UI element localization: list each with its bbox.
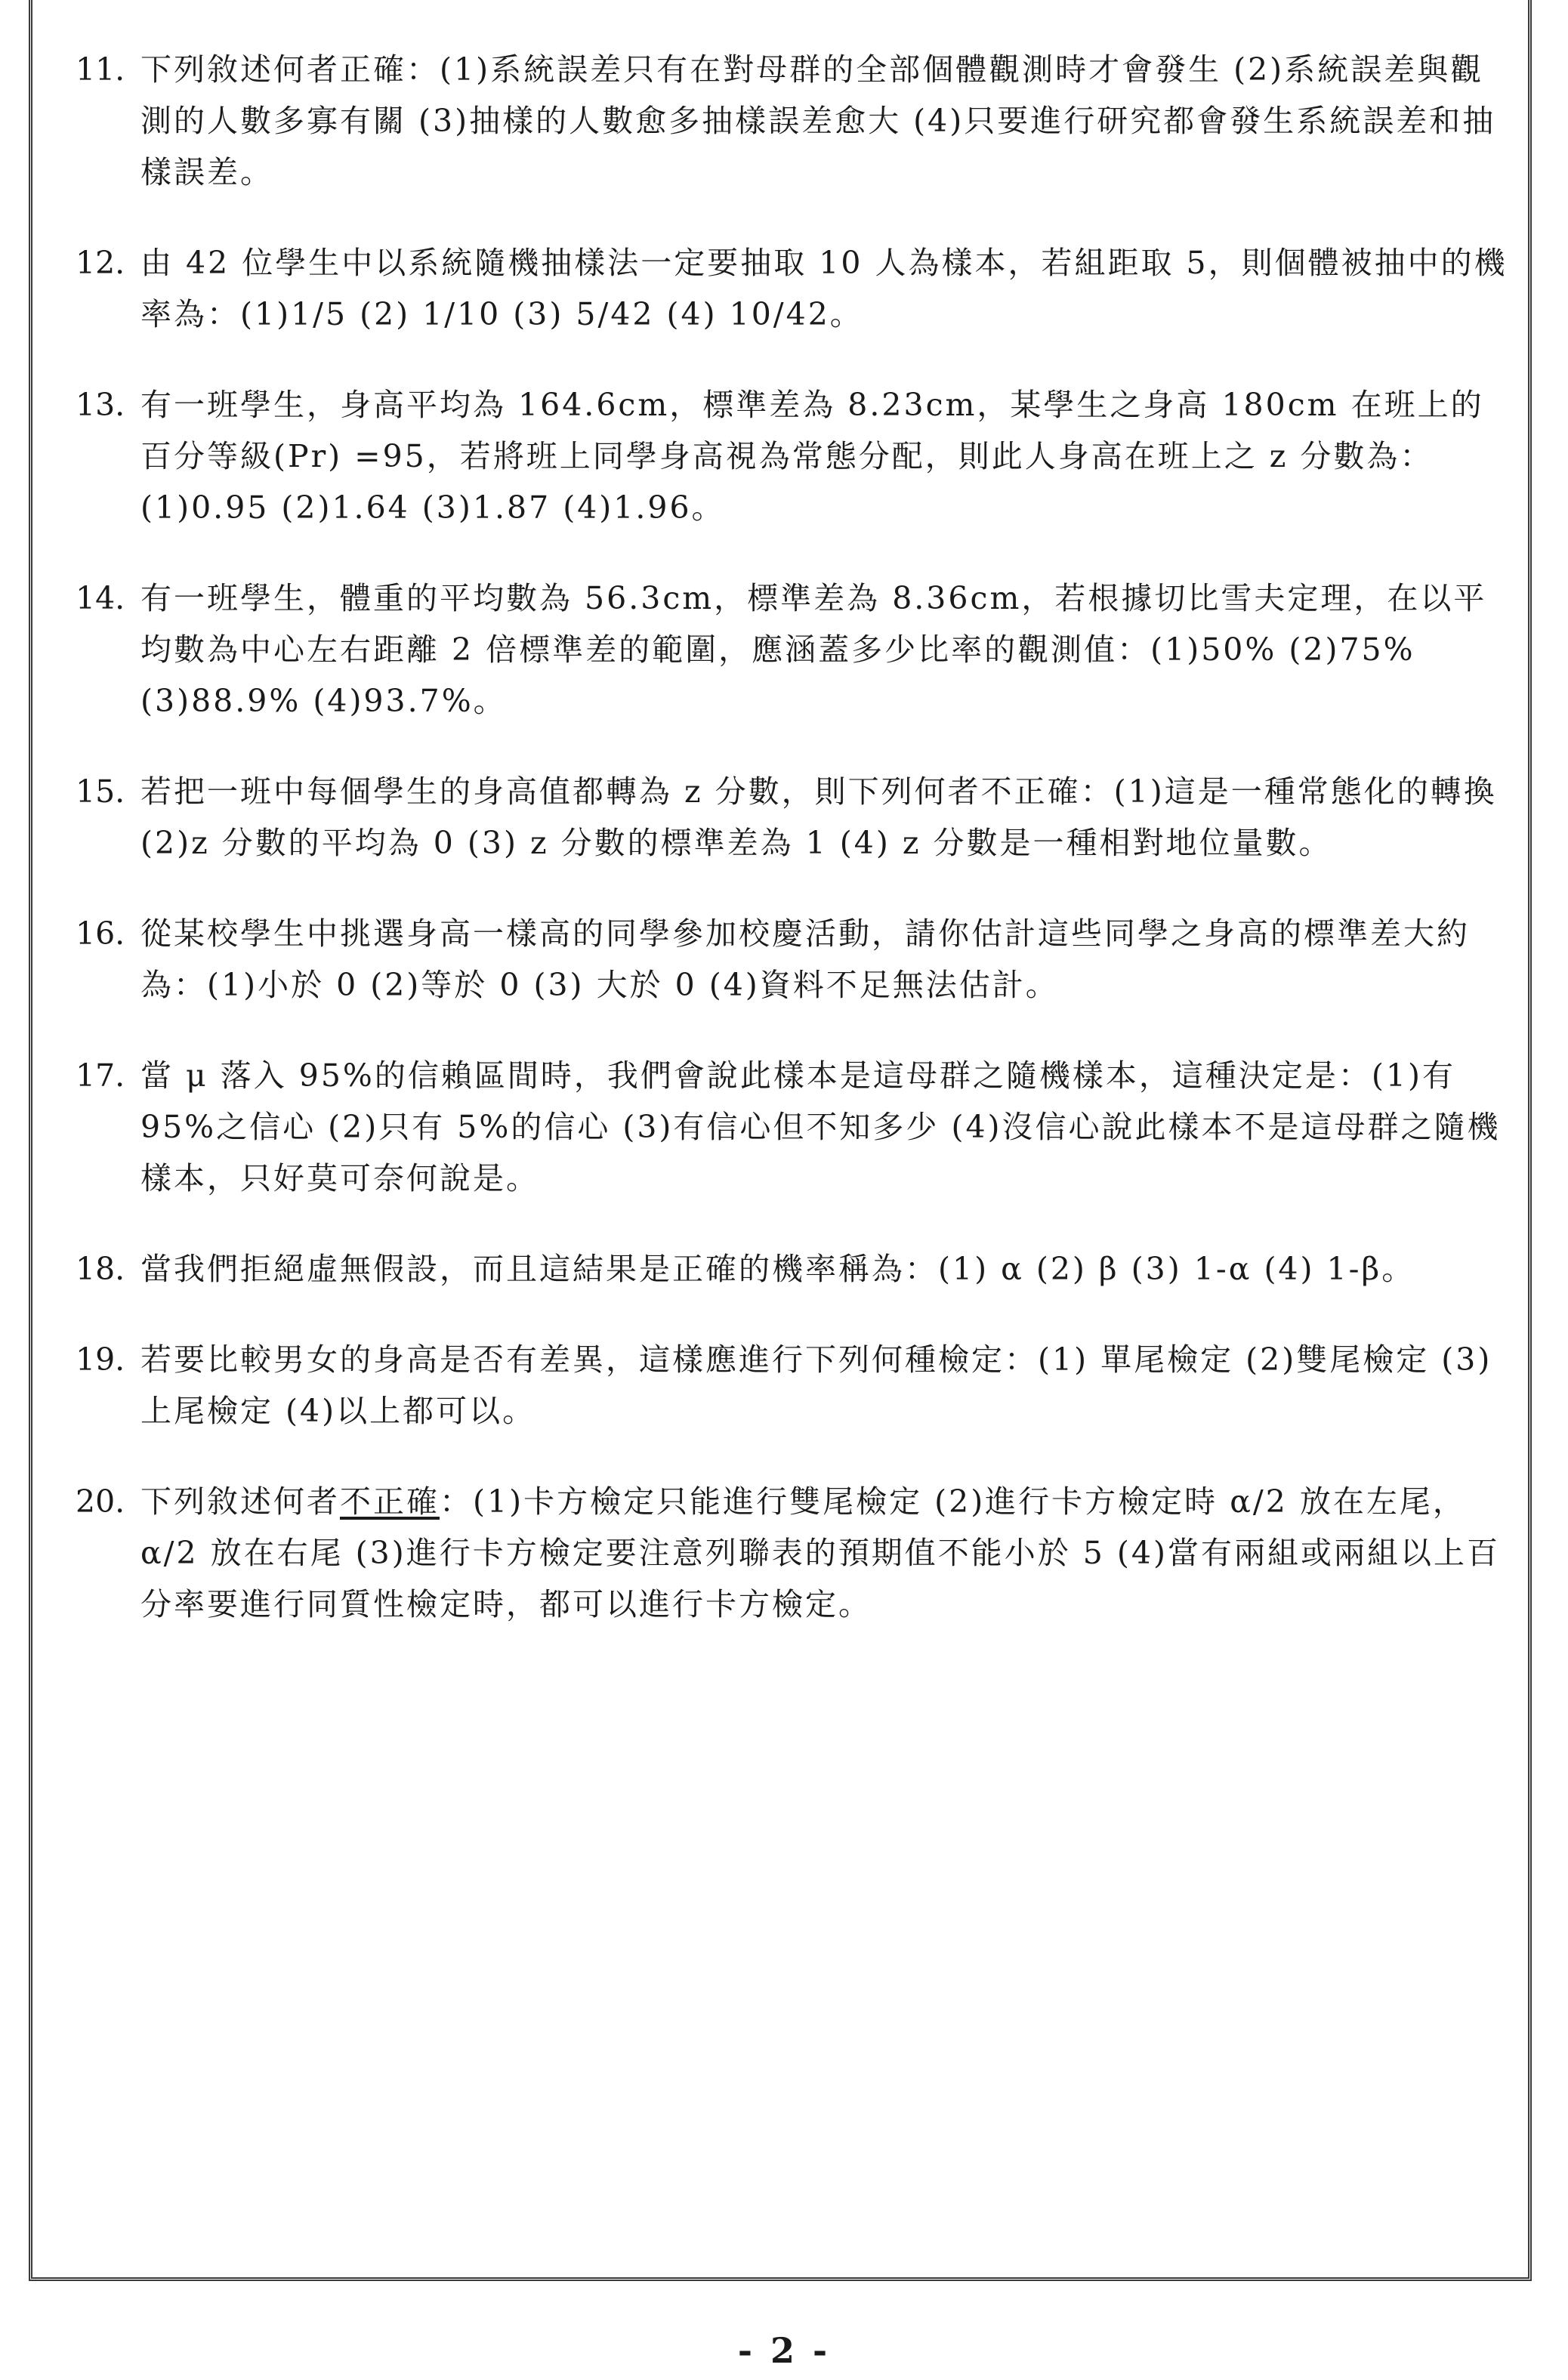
- question-item: [76, 237, 1511, 340]
- question-number: 16.: [76, 915, 125, 952]
- question-number: 19.: [76, 1341, 125, 1378]
- question-text: 由 42 位學生中以系統隨機抽樣法一定要抽取 10 人為樣本，若組距取 5，則個體被抽中的機率為：(1)1/5 (2) 1/10 (3) 5/42 (4) 10/42。: [140, 245, 1508, 332]
- question-number: 12.: [76, 245, 125, 281]
- question-item: [76, 1243, 1511, 1295]
- question-item: [76, 44, 1511, 198]
- question-item: [76, 573, 1511, 727]
- question-item: [76, 1476, 1511, 1630]
- question-text-after: ：(1)卡方檢定只能進行雙尾檢定 (2)進行卡方檢定時 α/2 放在左尾，α/2 放在右尾 (3)進行卡方檢定要注意列聯表的預期值不能小於 5 (4)當有兩組或兩組以上百分率要進行同質性檢定時，都可以進行卡方檢定。: [140, 1483, 1500, 1622]
- question-number: 20.: [76, 1483, 125, 1520]
- question-item: [76, 766, 1511, 869]
- question-item: [76, 908, 1511, 1011]
- question-text: 有一班學生，體重的平均數為 56.3cm，標準差為 8.36cm，若根據切比雪夫定理，在以平均數為中心左右距離 2 倍標準差的範圍，應涵蓋多少比率的觀測值：(1)50% (2)75% (3)88.9% (4)93.7%。: [140, 580, 1487, 719]
- question-text-underlined: 不正確: [340, 1483, 440, 1520]
- question-text-before: 下列敘述何者: [140, 1483, 340, 1520]
- question-text: 若要比較男女的身高是否有差異，這樣應進行下列何種檢定：(1) 單尾檢定 (2)雙尾檢定 (3)上尾檢定 (4)以上都可以。: [140, 1341, 1492, 1429]
- question-text: 下列敘述何者正確：(1)系統誤差只有在對母群的全部個體觀測時才會發生 (2)系統誤差與觀測的人數多寡有關 (3)抽樣的人數愈多抽樣誤差愈大 (4)只要進行研究都會發生系統誤差和抽樣誤差。: [140, 51, 1496, 190]
- question-text: 當 μ 落入 95%的信賴區間時，我們會說此樣本是這母群之隨機樣本，這種決定是：(1)有 95%之信心 (2)只有 5%的信心 (3)有信心但不知多少 (4)沒信心說此樣本不是這母群之隨機樣本，只好莫可奈何說是。: [140, 1057, 1501, 1196]
- question-text: 當我們拒絕虛無假設，而且這結果是正確的機率稱為：(1) α (2) β (3) 1-α (4) 1-β。: [140, 1251, 1415, 1287]
- question-list: [76, 44, 1511, 1669]
- question-item: [76, 1334, 1511, 1437]
- question-text: 從某校學生中挑選身高一樣高的同學參加校慶活動，請你估計這些同學之身高的標準差大約為：(1)小於 0 (2)等於 0 (3) 大於 0 (4)資料不足無法估計。: [140, 915, 1470, 1003]
- question-number: 14.: [76, 580, 125, 616]
- question-text: 有一班學生，身高平均為 164.6cm，標準差為 8.23cm，某學生之身高 180cm 在班上的百分等級(Pr) =95，若將班上同學身高視為常態分配，則此人身高在班上之 z 分數為：(1)0.95 (2)1.64 (3)1.87 (4)1.96。: [140, 387, 1484, 526]
- question-number: 15.: [76, 773, 125, 810]
- question-text: 若把一班中每個學生的身高值都轉為 z 分數，則下列何者不正確：(1)這是一種常態化的轉換 (2)z 分數的平均為 0 (3) z 分數的標準差為 1 (4) z 分數是一種相對地位量數。: [140, 773, 1497, 861]
- page-number: - 2 -: [737, 2330, 831, 2371]
- question-number: 13.: [76, 387, 125, 423]
- question-text: [140, 1476, 1511, 1630]
- question-item: [76, 379, 1511, 533]
- question-number: 11.: [76, 51, 125, 88]
- question-item: [76, 1050, 1511, 1204]
- question-number: 17.: [76, 1057, 125, 1094]
- question-number: 18.: [76, 1251, 125, 1287]
